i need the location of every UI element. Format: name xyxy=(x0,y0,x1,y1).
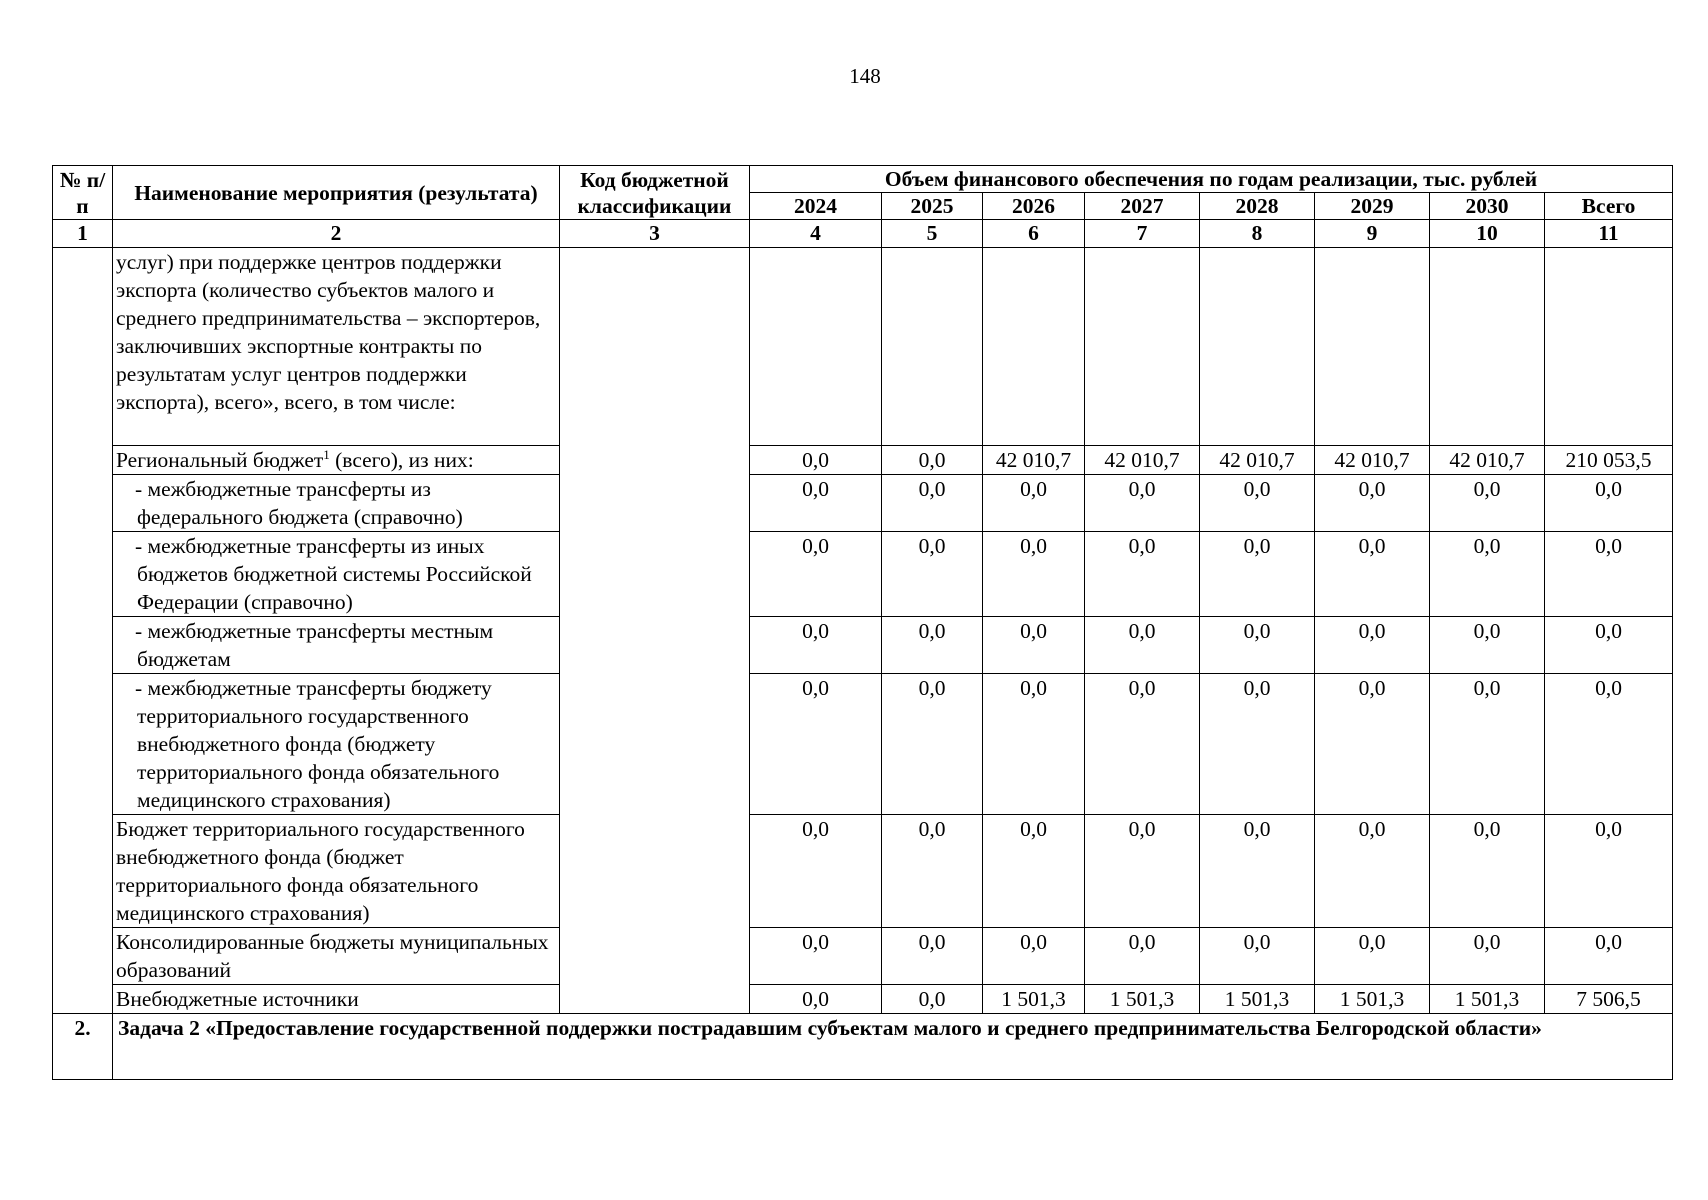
value-cell: 0,0 xyxy=(1085,617,1200,674)
value-cell: 0,0 xyxy=(750,815,882,928)
row-name: Консолидированные бюджеты муниципальных образований xyxy=(113,928,560,985)
column-number: 8 xyxy=(1200,220,1315,248)
value-cell: 0,0 xyxy=(1315,815,1430,928)
value-cell: 0,0 xyxy=(1200,674,1315,815)
value-cell: 42 010,7 xyxy=(1085,446,1200,475)
value-cell: 0,0 xyxy=(750,446,882,475)
column-number: 7 xyxy=(1085,220,1200,248)
column-number: 4 xyxy=(750,220,882,248)
table-row xyxy=(53,928,1673,985)
column-number: 11 xyxy=(1545,220,1673,248)
header-year: 2026 xyxy=(983,193,1085,220)
value-cell: 0,0 xyxy=(882,475,983,532)
value-cell: 0,0 xyxy=(983,532,1085,617)
row-name-text: Региональный бюджет xyxy=(116,448,324,472)
value-cell xyxy=(1200,248,1315,446)
value-cell: 0,0 xyxy=(750,674,882,815)
value-cell xyxy=(983,248,1085,446)
value-cell: 0,0 xyxy=(1200,617,1315,674)
value-cell: 0,0 xyxy=(882,617,983,674)
row-name: Бюджет территориального государственного внебюджетного фонда (бюджет территориального фонда обязательного медицинского страхования) xyxy=(113,815,560,928)
table-row xyxy=(53,617,1673,674)
row-name-suffix: (всего), из них: xyxy=(329,448,474,472)
value-cell: 1 501,3 xyxy=(983,985,1085,1014)
value-cell: 0,0 xyxy=(983,674,1085,815)
column-number: 3 xyxy=(560,220,750,248)
value-cell: 0,0 xyxy=(1085,674,1200,815)
value-cell: 0,0 xyxy=(1545,815,1673,928)
task-row xyxy=(53,1014,1673,1080)
column-number: 2 xyxy=(113,220,560,248)
value-cell: 0,0 xyxy=(1085,928,1200,985)
value-cell: 1 501,3 xyxy=(1200,985,1315,1014)
table-row xyxy=(53,475,1673,532)
value-cell: 1 501,3 xyxy=(1315,985,1430,1014)
value-cell: 7 506,5 xyxy=(1545,985,1673,1014)
value-cell: 0,0 xyxy=(1085,815,1200,928)
value-cell: 42 010,7 xyxy=(1200,446,1315,475)
row-name: - межбюджетные трансферты из иных бюджетов бюджетной системы Российской Федерации (справочно) xyxy=(113,532,560,617)
value-cell: 0,0 xyxy=(1315,928,1430,985)
value-cell: 0,0 xyxy=(750,475,882,532)
value-cell xyxy=(1315,248,1430,446)
value-cell: 0,0 xyxy=(983,815,1085,928)
column-number: 5 xyxy=(882,220,983,248)
value-cell: 0,0 xyxy=(1200,532,1315,617)
value-cell: 0,0 xyxy=(1545,532,1673,617)
value-cell: 0,0 xyxy=(882,446,983,475)
value-cell: 0,0 xyxy=(750,532,882,617)
value-cell: 0,0 xyxy=(1430,475,1545,532)
value-cell: 0,0 xyxy=(750,985,882,1014)
header-volume: Объем финансового обеспечения по годам реализации, тыс. рублей xyxy=(750,166,1673,193)
column-number: 1 xyxy=(53,220,113,248)
value-cell: 0,0 xyxy=(1545,674,1673,815)
value-cell: 0,0 xyxy=(1430,617,1545,674)
value-cell: 210 053,5 xyxy=(1545,446,1673,475)
page-number: 148 xyxy=(849,64,881,88)
row-name xyxy=(113,446,560,475)
row-name: Внебюджетные источники xyxy=(113,985,560,1014)
header-name: Наименование мероприятия (результата) xyxy=(113,166,560,220)
value-cell xyxy=(750,248,882,446)
value-cell: 0,0 xyxy=(882,928,983,985)
header-year: 2030 xyxy=(1430,193,1545,220)
value-cell: 0,0 xyxy=(1085,475,1200,532)
header-row-1 xyxy=(53,166,1673,193)
footnote-mark: 1 xyxy=(323,446,330,462)
value-cell: 0,0 xyxy=(1430,928,1545,985)
value-cell: 1 501,3 xyxy=(1085,985,1200,1014)
value-cell: 42 010,7 xyxy=(1315,446,1430,475)
value-cell: 0,0 xyxy=(1200,815,1315,928)
table-row xyxy=(53,532,1673,617)
column-number: 10 xyxy=(1430,220,1545,248)
value-cell: 0,0 xyxy=(1315,532,1430,617)
value-cell: 0,0 xyxy=(1430,674,1545,815)
value-cell: 0,0 xyxy=(1200,928,1315,985)
value-cell: 0,0 xyxy=(750,928,882,985)
table-row xyxy=(53,248,1673,446)
budget-code-cell xyxy=(560,248,750,1014)
value-cell: 42 010,7 xyxy=(983,446,1085,475)
financing-table xyxy=(52,165,1673,1080)
header-code: Код бюджетной классификации xyxy=(560,166,750,220)
value-cell xyxy=(1545,248,1673,446)
value-cell: 0,0 xyxy=(1545,617,1673,674)
value-cell: 0,0 xyxy=(1545,475,1673,532)
header-year: 2024 xyxy=(750,193,882,220)
value-cell: 0,0 xyxy=(1430,815,1545,928)
value-cell: 0,0 xyxy=(1430,532,1545,617)
column-number: 6 xyxy=(983,220,1085,248)
value-cell: 1 501,3 xyxy=(1430,985,1545,1014)
value-cell: 0,0 xyxy=(983,928,1085,985)
value-cell: 0,0 xyxy=(983,617,1085,674)
value-cell: 0,0 xyxy=(882,532,983,617)
row-name: - межбюджетные трансферты местным бюджетам xyxy=(113,617,560,674)
table-row xyxy=(53,815,1673,928)
value-cell xyxy=(1430,248,1545,446)
row-name: услуг) при поддержке центров поддержки экспорта (количество субъектов малого и среднего предпринимательства – экспортеров, заключивших экспортные контракты по результатам услуг центров поддержки экспорта), всего», всего, в том числе: xyxy=(113,248,560,446)
value-cell: 0,0 xyxy=(1200,475,1315,532)
column-number: 9 xyxy=(1315,220,1430,248)
row-name: - межбюджетные трансферты из федерального бюджета (справочно) xyxy=(113,475,560,532)
header-year: 2029 xyxy=(1315,193,1430,220)
row-number-cell xyxy=(53,248,113,1014)
value-cell: 0,0 xyxy=(750,617,882,674)
task-number: 2. xyxy=(53,1014,113,1080)
row-name: - межбюджетные трансферты бюджету территориального государственного внебюджетного фонда (бюджету территориального фонда обязательного медицинского страхования) xyxy=(113,674,560,815)
header-year: 2027 xyxy=(1085,193,1200,220)
table-row xyxy=(53,446,1673,475)
header-num: № п/п xyxy=(53,166,113,220)
value-cell: 0,0 xyxy=(882,985,983,1014)
header-year: 2028 xyxy=(1200,193,1315,220)
value-cell: 42 010,7 xyxy=(1430,446,1545,475)
value-cell: 0,0 xyxy=(1545,928,1673,985)
value-cell: 0,0 xyxy=(882,674,983,815)
task-title: Задача 2 «Предоставление государственной поддержки пострадавшим субъектам малого и среднего предпринимательства Белгородской области» xyxy=(113,1014,1673,1080)
value-cell: 0,0 xyxy=(1315,674,1430,815)
value-cell xyxy=(1085,248,1200,446)
value-cell: 0,0 xyxy=(1315,617,1430,674)
value-cell: 0,0 xyxy=(1315,475,1430,532)
value-cell xyxy=(882,248,983,446)
table-row xyxy=(53,985,1673,1014)
value-cell: 0,0 xyxy=(983,475,1085,532)
header-total: Всего xyxy=(1545,193,1673,220)
value-cell: 0,0 xyxy=(1085,532,1200,617)
value-cell: 0,0 xyxy=(882,815,983,928)
table-row xyxy=(53,674,1673,815)
header-year: 2025 xyxy=(882,193,983,220)
column-numbers-row xyxy=(53,220,1673,248)
